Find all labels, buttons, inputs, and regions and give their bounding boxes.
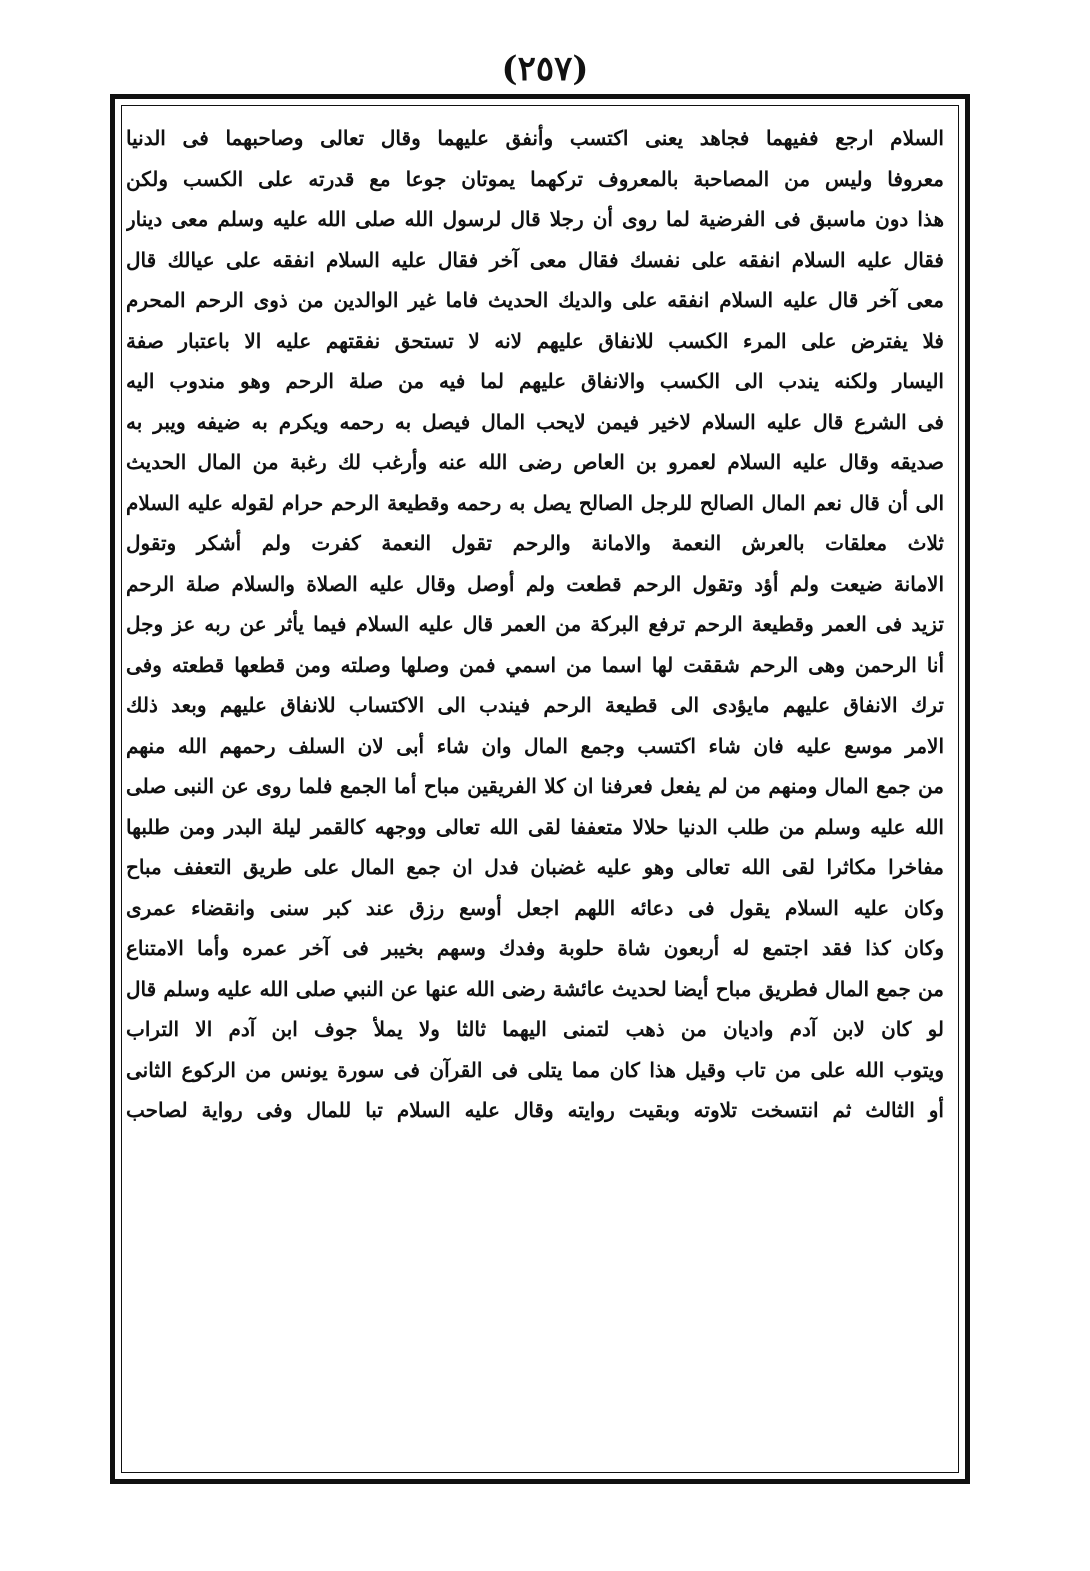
- text-line: من جمع المال ومنهم من لم يفعل فعرفنا ان كلا الفريقين مباح أما الجمع فلما روى عن النبى صلى: [126, 774, 944, 798]
- text-line: الله عليه وسلم من طلب الدنيا حلالا متعففا لقى الله تعالى ووجهه كالقمر ليلة البدر ومن طلبها: [126, 814, 944, 839]
- text-body: [126, 118, 944, 1131]
- text-line: فى الشرع قال عليه السلام لاخير فيمن لايحب المال فيصل به رحمه ويكرم به ضيفه ويبر به: [126, 409, 944, 434]
- text-line: وكان كذا فقد اجتمع له أربعون شاة حلوبة وفدك وسهم بخيبر فى آخر عمره وأما الامتناع: [126, 936, 944, 960]
- text-line: صديقه وقال عليه السلام لعمرو بن العاص رضى الله عنه وأرغب لك رغبة من المال الحديث: [126, 450, 944, 474]
- text-line: معروفا وليس من المصاحبة بالمعروف تركهما يموتان جوعا مع قدرته على الكسب ولكن: [126, 166, 944, 191]
- text-line: مفاخرا مكاثرا لقى الله تعالى وهو عليه غضبان فدل ان جمع المال على طريق التعفف مباح: [126, 855, 944, 879]
- text-line: تزيد فى العمر وقطيعة الرحم ترفع البركة من العمر قال عليه السلام فيما يأثر عن ربه عز وجل: [126, 612, 944, 636]
- text-line: الى أن قال نعم المال الصالح للرجل الصالح يصل به رحمه وقطيعة الرحم حرام لقوله عليه السلام: [126, 490, 944, 515]
- text-line: اليسار ولكنه يندب الى الكسب والانفاق عليهم لما فيه من صلة الرحم وهو مندوب اليه: [126, 369, 944, 393]
- text-line: لو كان لابن آدم واديان من ذهب لتمنى اليهما ثالثا ولا يملأ جوف ابن آدم الا التراب: [126, 1017, 944, 1041]
- text-line: أنا الرحمن وهى الرحم شققت لها اسما من اسمي فمن وصلها وصلته ومن قطعها قطعته وفى: [126, 652, 944, 677]
- text-line: ثلاث معلقات بالعرش النعمة والامانة والرحم تقول النعمة كفرت ولم أشكر وتقول: [126, 531, 944, 555]
- text-line: ترك الانفاق عليهم مايؤدى الى قطيعة الرحم فيندب الى الاكتساب للانفاق عليهم وبعد ذلك: [126, 693, 944, 717]
- text-line: وكان عليه السلام يقول فى دعائه اللهم اجعل أوسع رزق عند كبر سنى وانقضاء عمرى: [126, 895, 944, 920]
- text-line: ويتوب الله على من تاب وقيل هذا كان مما يتلى فى القرآن فى سورة يونس من الركوع الثانى: [126, 1057, 944, 1082]
- text-line: السلام ارجع ففيهما فجاهد يعنى اكتسب وأنفق عليهما وقال تعالى وصاحبهما فى الدنيا: [126, 126, 944, 150]
- text-line: هذا دون ماسبق فى الفرضية لما روى أن رجلا قال لرسول الله صلى الله عليه وسلم معى دينار: [126, 207, 944, 231]
- text-line: فلا يفترض على المرء الكسب للانفاق عليهم لانه لا تستحق نفقتهم عليه الا باعتبار صفة: [126, 328, 944, 353]
- text-line: الامانة ضيعت ولم أؤد وتقول الرحم قطعت ولم أوصل وقال عليه الصلاة والسلام صلة الرحم: [126, 571, 944, 596]
- page-number: (٢٥٧): [501, 49, 589, 89]
- text-line: فقال عليه السلام انفقه على نفسك فقال معى آخر فقال عليه السلام انفقه على عيالك قال: [126, 247, 944, 272]
- text-line: أو الثالث ثم انتسخت تلاوته وبقيت روايته وقال عليه السلام تبا للمال وفى رواية لصاحب: [126, 1098, 944, 1122]
- text-line: من جمع المال فطريق مباح أيضا لحديث عائشة رضى الله عنها عن النبي صلى الله عليه وسلم قال: [126, 976, 944, 1001]
- text-line: معى آخر قال عليه السلام انفقه على والديك الحديث فاما غير الوالدين من ذوى الرحم المحرم: [126, 288, 944, 312]
- text-line: الامر موسع عليه فان شاء اكتسب وجمع المال وان شاء أبى لان السلف رحمهم الله منهم: [126, 733, 944, 758]
